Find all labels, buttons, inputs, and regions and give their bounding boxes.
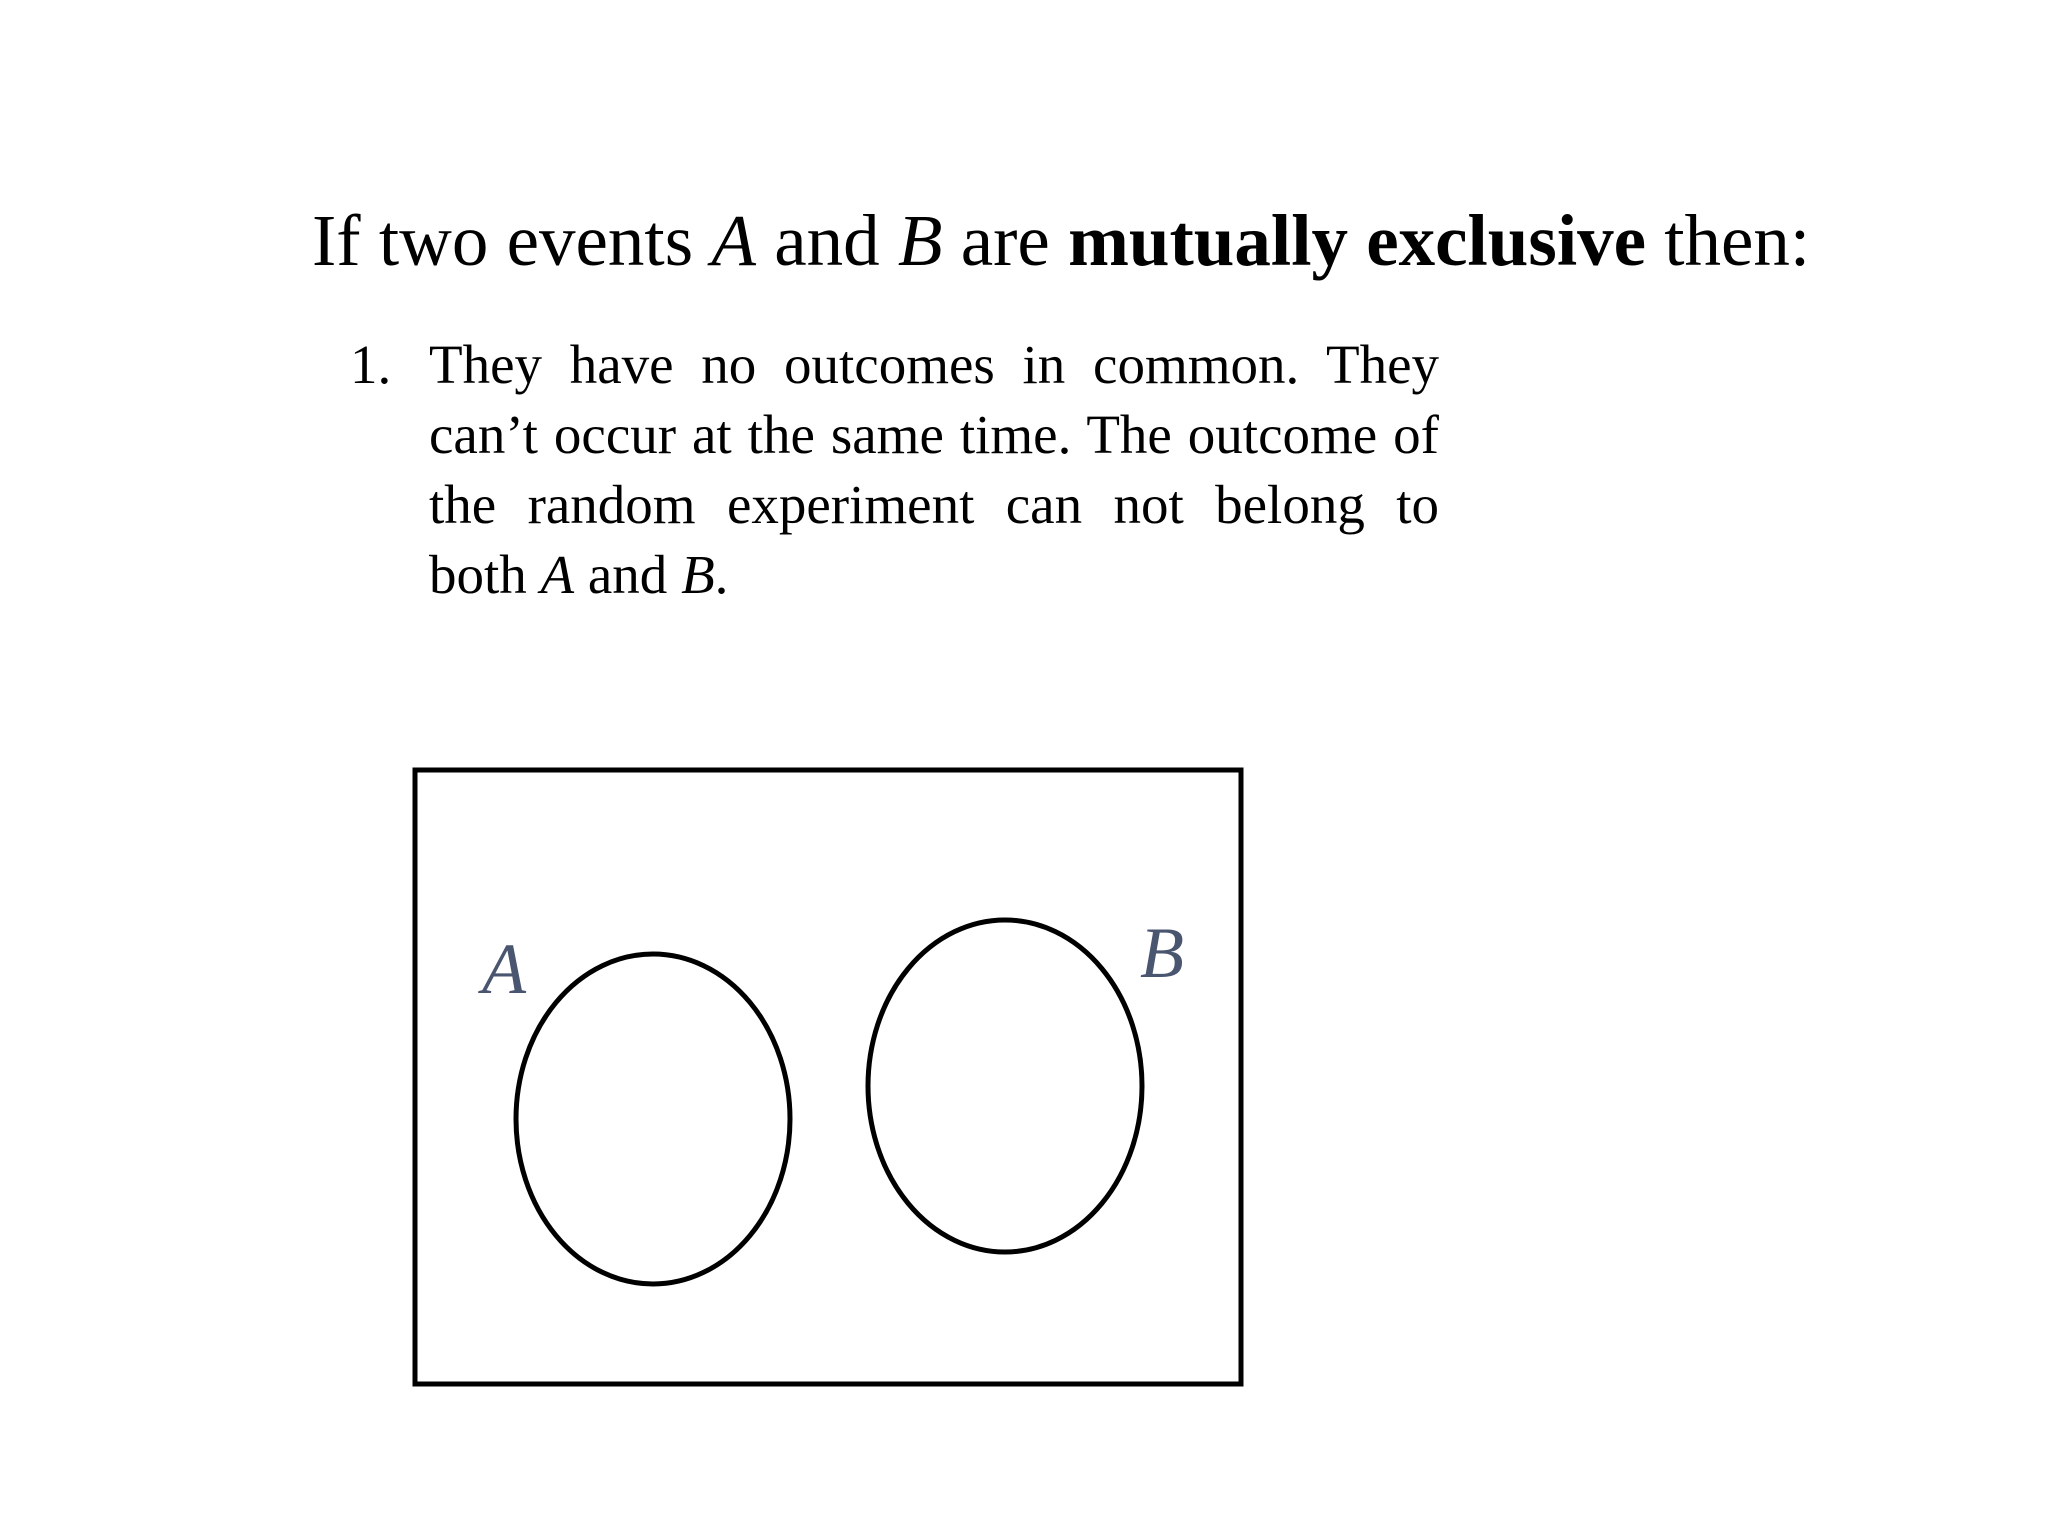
- heading-event-b: B: [897, 200, 943, 281]
- heading-text-1: If two events: [312, 200, 712, 281]
- list-item-text-mid: and: [574, 544, 682, 605]
- heading-text-3: are: [942, 200, 1069, 281]
- heading-text-4: then:: [1646, 200, 1811, 281]
- list-item-number: 1.: [350, 334, 392, 395]
- list-item-event-b: B: [681, 544, 715, 605]
- event-a-circle: [516, 954, 790, 1284]
- sample-space-rectangle: [415, 770, 1241, 1384]
- list-item-text-end: .: [714, 544, 729, 605]
- event-a-label: A: [482, 929, 526, 1009]
- heading-event-a: A: [711, 200, 756, 281]
- event-b-label: B: [1140, 913, 1184, 993]
- event-b-circle: [868, 920, 1142, 1252]
- list-item-event-a: A: [540, 544, 575, 605]
- heading-emphasis: mutually exclusive: [1068, 200, 1646, 281]
- heading-text-2: and: [755, 200, 898, 281]
- list-item-text-main: They have no outcomes in common. They can’t occur at the same time. The outcome of the random experiment can not belong to both: [429, 334, 1439, 605]
